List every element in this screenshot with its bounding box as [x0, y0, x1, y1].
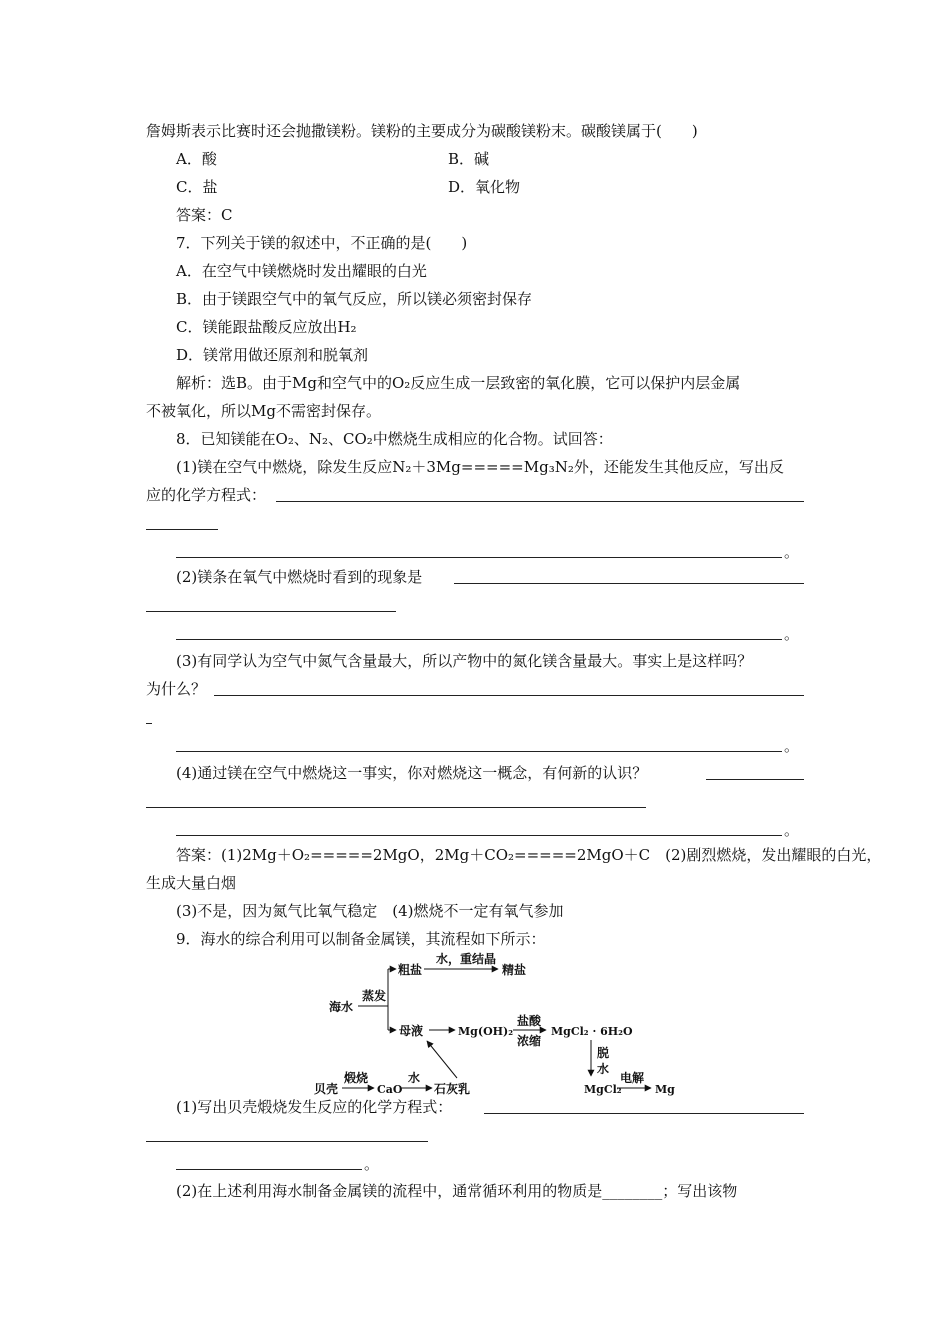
q8-stem: 8．已知镁能在O₂、N₂、CO₂中燃烧生成相应的化合物。试回答：: [176, 430, 613, 448]
mg-label: Mg: [655, 1083, 675, 1096]
lime-milk-arrow: [427, 1041, 457, 1078]
period: 。: [784, 625, 800, 643]
dehydrate-label-2: 水: [597, 1062, 610, 1076]
q8-answer-line1: 答案：(1)2Mg＋O₂=====2MgO，2Mg＋CO₂=====2MgO＋C (2)剧烈燃烧，发出耀眼的白光，: [176, 846, 882, 864]
dehydrate-label-1: 脱: [597, 1046, 610, 1060]
q9-part1-answer-blank-3[interactable]: [176, 1169, 362, 1170]
crude-salt-label: 粗盐: [398, 963, 423, 977]
lime-milk-label: 石灰乳: [434, 1082, 471, 1096]
period: 。: [784, 543, 800, 561]
electrolysis-label: 电解: [620, 1071, 645, 1085]
q6-option-a: A．酸: [176, 150, 217, 168]
q7-option-c: C．镁能跟盐酸反应放出H₂: [176, 318, 357, 336]
q6-option-b: B．碱: [448, 150, 490, 168]
q8-answer-line2: 生成大量白烟: [146, 874, 237, 892]
water-recrystallize-label: 水，重结晶: [436, 952, 497, 966]
q8-part3-line1: (3)有同学认为空气中氮气含量最大，所以产物中的氮化镁含量最大。事实上是这样吗？: [176, 652, 753, 670]
mother-liquor-label: 母液: [399, 1024, 424, 1038]
q9-part1-answer-blank-2[interactable]: [146, 1141, 428, 1142]
concentrate-label: 浓缩: [517, 1034, 542, 1048]
mgcl2-hydrate-label: MgCl₂ · 6H₂O: [551, 1025, 633, 1038]
q6-stem: 詹姆斯表示比赛时还会抛撒镁粉。镁粉的主要成分为碳酸镁粉末。碳酸镁属于( ): [146, 122, 698, 140]
q7-analysis-line1: 解析：选B。由于Mg和空气中的O₂反应生成一层致密的氧化膜，它可以保护内层金属: [176, 374, 741, 392]
shell-label: 贝壳: [314, 1082, 339, 1096]
calcine-label: 煅烧: [344, 1071, 369, 1085]
q7-analysis-line2: 不被氧化，所以Mg不需密封保存。: [146, 402, 381, 420]
q9-part1: (1)写出贝壳煅烧发生反应的化学方程式：: [176, 1098, 453, 1116]
q9-stem: 9．海水的综合利用可以制备金属镁，其流程如下所示：: [176, 930, 546, 948]
period: 。: [784, 821, 800, 839]
refined-salt-label: 精盐: [502, 963, 527, 977]
cao-label: CaO: [377, 1083, 403, 1096]
q8-answer-line3: (3)不是，因为氮气比氧气稳定 (4)燃烧不一定有氧气参加: [176, 902, 564, 920]
water-label: 水: [408, 1071, 421, 1085]
q7-option-d: D．镁常用做还原剂和脱氧剂: [176, 346, 369, 364]
q9-part1-answer-blank-1[interactable]: [484, 1113, 804, 1114]
q7-option-b: B．由于镁跟空气中的氧气反应，所以镁必须密封保存: [176, 290, 533, 308]
q8-part3-line2: 为什么？: [146, 680, 207, 698]
q9-part2: (2)在上述利用海水制备金属镁的流程中，通常循环利用的物质是________；写出该物: [176, 1182, 738, 1200]
period: 。: [364, 1155, 380, 1173]
mgoh2-label: Mg(OH)₂: [458, 1025, 514, 1038]
q7-option-a: A．在空气中镁燃烧时发出耀眼的白光: [176, 262, 427, 280]
seawater-label: 海水: [329, 1000, 354, 1014]
q6-option-d: D．氧化物: [448, 178, 521, 196]
q8-part4: (4)通过镁在空气中燃烧这一事实，你对燃烧这一概念，有何新的认识？: [176, 764, 648, 782]
q8-part1-line2: 应的化学方程式：: [146, 486, 267, 504]
period: 。: [784, 737, 800, 755]
q8-part1-line1: (1)镁在空气中燃烧，除发生反应N₂＋3Mg=====Mg₃N₂外，还能发生其他反应，写出反: [176, 458, 784, 476]
q6-option-c: C．盐: [176, 178, 218, 196]
q8-part2: (2)镁条在氧气中燃烧时看到的现象是: [176, 568, 423, 586]
q7-stem: 7．下列关于镁的叙述中，不正确的是( ): [176, 234, 468, 252]
q6-answer: 答案：C: [176, 206, 233, 224]
mgcl2-label: MgCl₂: [584, 1083, 622, 1096]
hcl-label: 盐酸: [517, 1014, 542, 1028]
evaporate-label: 蒸发: [362, 989, 387, 1003]
